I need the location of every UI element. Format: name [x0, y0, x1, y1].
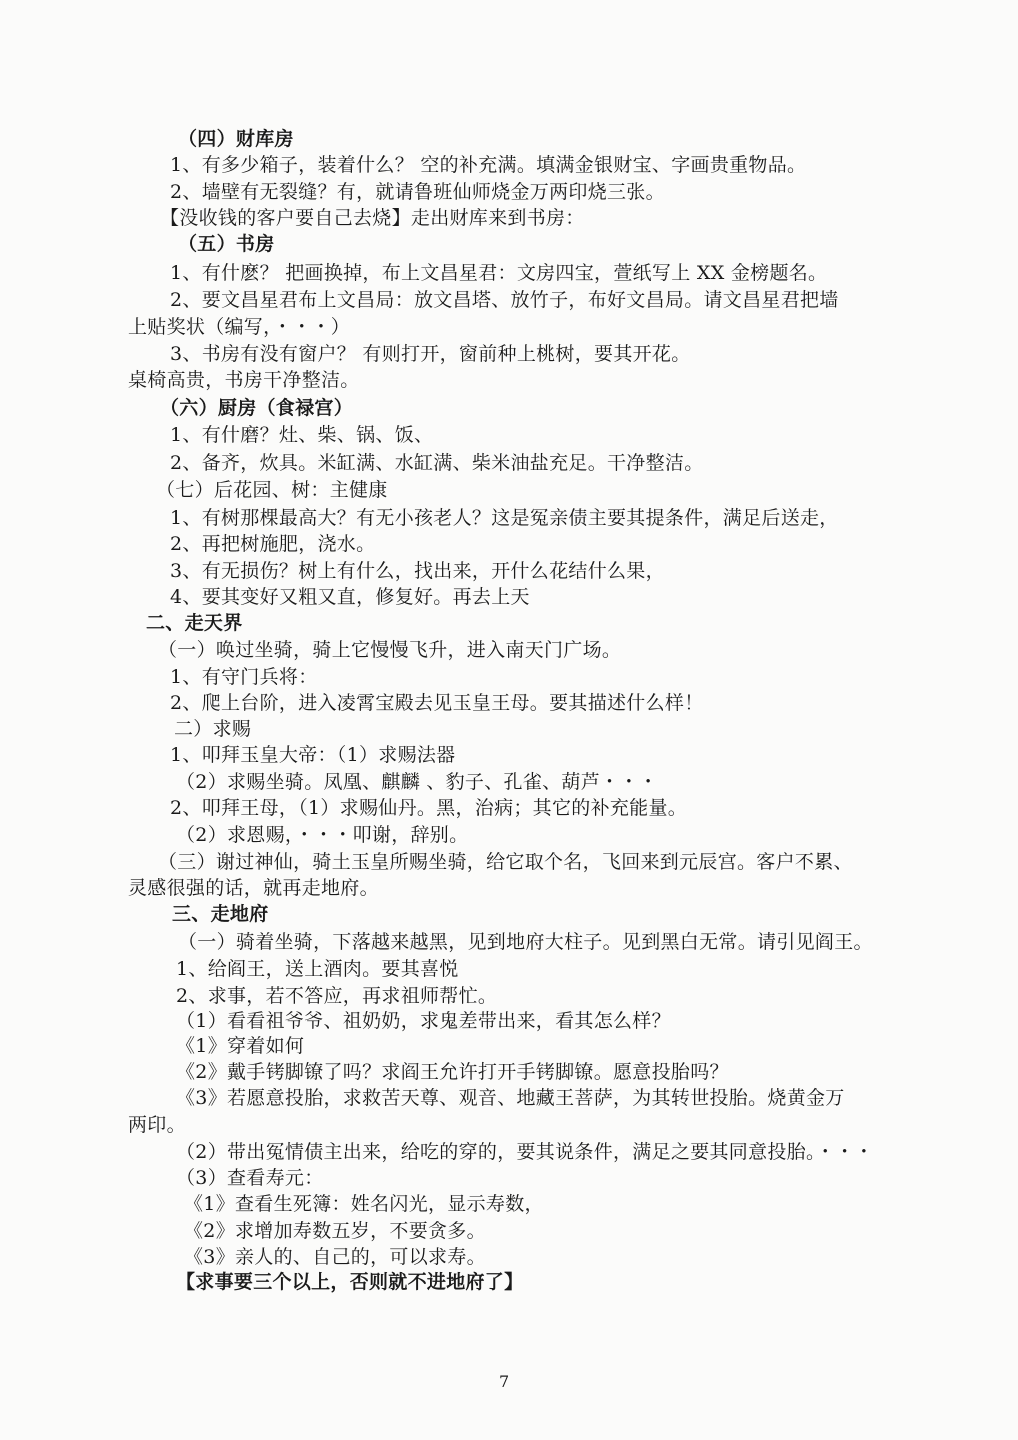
text-line: （七）后花园、树：主健康 [156, 479, 388, 501]
text-line: 2、要文昌星君布上文昌局：放文昌塔、放竹子，布好文昌局。请文昌星君把墙 [170, 289, 839, 311]
text-line: （六）厨房（食禄宫） [160, 397, 354, 419]
text-line: （五）书房 [178, 233, 275, 255]
text-line: 1、有多少箱子，装着什么？ 空的补充满。填满金银财宝、字画贵重物品。 [170, 154, 807, 176]
text-line: 两印。 [128, 1114, 186, 1136]
text-line: 二）求赐 [174, 718, 252, 740]
text-line: 上贴奖状（编写，・・・） [128, 316, 351, 338]
text-line: 2、备齐，炊具。米缸满、水缸满、柴米油盐充足。干净整洁。 [170, 452, 704, 474]
text-line: （2）带出冤情债主出来，给吃的穿的，要其说条件，满足之要其同意投胎。・・・ [176, 1141, 874, 1163]
text-line: 《2》求增加寿数五岁，不要贪多。 [184, 1220, 486, 1242]
text-line: 2、墙壁有无裂缝？有，就请鲁班仙师烧金万两印烧三张。 [170, 181, 665, 203]
text-line: （1）看看祖爷爷、祖奶奶，求鬼差带出来，看其怎么样？ [176, 1010, 671, 1032]
text-line: 三、走地府 [172, 903, 269, 925]
text-line: 【没收钱的客户要自己去烧】走出财库来到书房： [160, 207, 585, 229]
text-line: 《3》若愿意投胎，求救苦天尊、观音、地藏王菩萨，为其转世投胎。烧黄金万 [176, 1087, 845, 1109]
text-line: 2、爬上台阶，进入凌霄宝殿去见玉皇王母。要其描述什么样！ [170, 692, 704, 714]
text-line: 【求事要三个以上，否则就不进地府了】 [176, 1271, 524, 1293]
text-line: 《1》查看生死簿：姓名闪光，显示寿数， [184, 1193, 544, 1215]
text-line: 1、有什磨？灶、柴、锅、饭、 [170, 424, 434, 446]
text-line: 灵感很强的话，就再走地府。 [128, 877, 379, 899]
text-line: 《1》穿着如何 [176, 1035, 305, 1057]
text-line: （一）唤过坐骑，骑上它慢慢飞升，进入南天门广场。 [158, 639, 622, 661]
text-line: 2、叩拜王母，（1）求赐仙丹。黑，治病；其它的补充能量。 [170, 797, 688, 819]
text-line: （一）骑着坐骑，下落越来越黑，见到地府大柱子。见到黑白无常。请引见阎王。 [178, 931, 873, 953]
text-line: 《2》戴手铐脚镣了吗？求阎王允许打开手铐脚镣。愿意投胎吗？ [176, 1061, 729, 1083]
text-line: 4、要其变好又粗又直，修复好。再去上天 [170, 586, 530, 608]
text-line: 1、有什麽？ 把画换掉，布上文昌星君：文房四宝，萱纸写上 XX 金榜题名。 [170, 262, 828, 284]
text-line: 3、有无损伤？树上有什么，找出来，开什么花结什么果， [170, 560, 665, 582]
text-line: 3、书房有没有窗户？ 有则打开，窗前种上桃树，要其开花。 [170, 343, 691, 365]
text-line: 桌椅高贵，书房干净整洁。 [128, 369, 360, 391]
text-line: （四）财库房 [178, 128, 294, 150]
text-line: （2）求恩赐，・・・叩谢，辞别。 [176, 824, 469, 846]
text-line: （3）查看寿元： [176, 1167, 324, 1189]
text-line: （三）谢过神仙，骑土玉皇所赐坐骑，给它取个名，飞回来到元辰宫。客户不累、 [158, 851, 853, 873]
text-line: （2）求赐坐骑。凤凰、麒麟 、豹子、孔雀、葫芦・・・ [176, 771, 658, 793]
text-line: 二、走天界 [146, 612, 243, 634]
text-line: 2、再把树施肥，浇水。 [170, 533, 376, 555]
text-line: 《3》亲人的、自己的，可以求寿。 [184, 1246, 486, 1268]
page-number: 7 [499, 1372, 510, 1391]
text-line: 1、有守门兵将： [170, 666, 318, 688]
text-line: 1、有树那棵最高大？有无小孩老人？这是冤亲债主要其提条件，满足后送走， [170, 507, 839, 529]
text-line: 2、求事，若不答应，再求祖师帮忙。 [176, 985, 498, 1007]
text-line: 1、叩拜玉皇大帝：（1）求赐法器 [170, 744, 456, 766]
text-line: 1、给阎王，送上酒肉。要其喜悦 [176, 958, 459, 980]
